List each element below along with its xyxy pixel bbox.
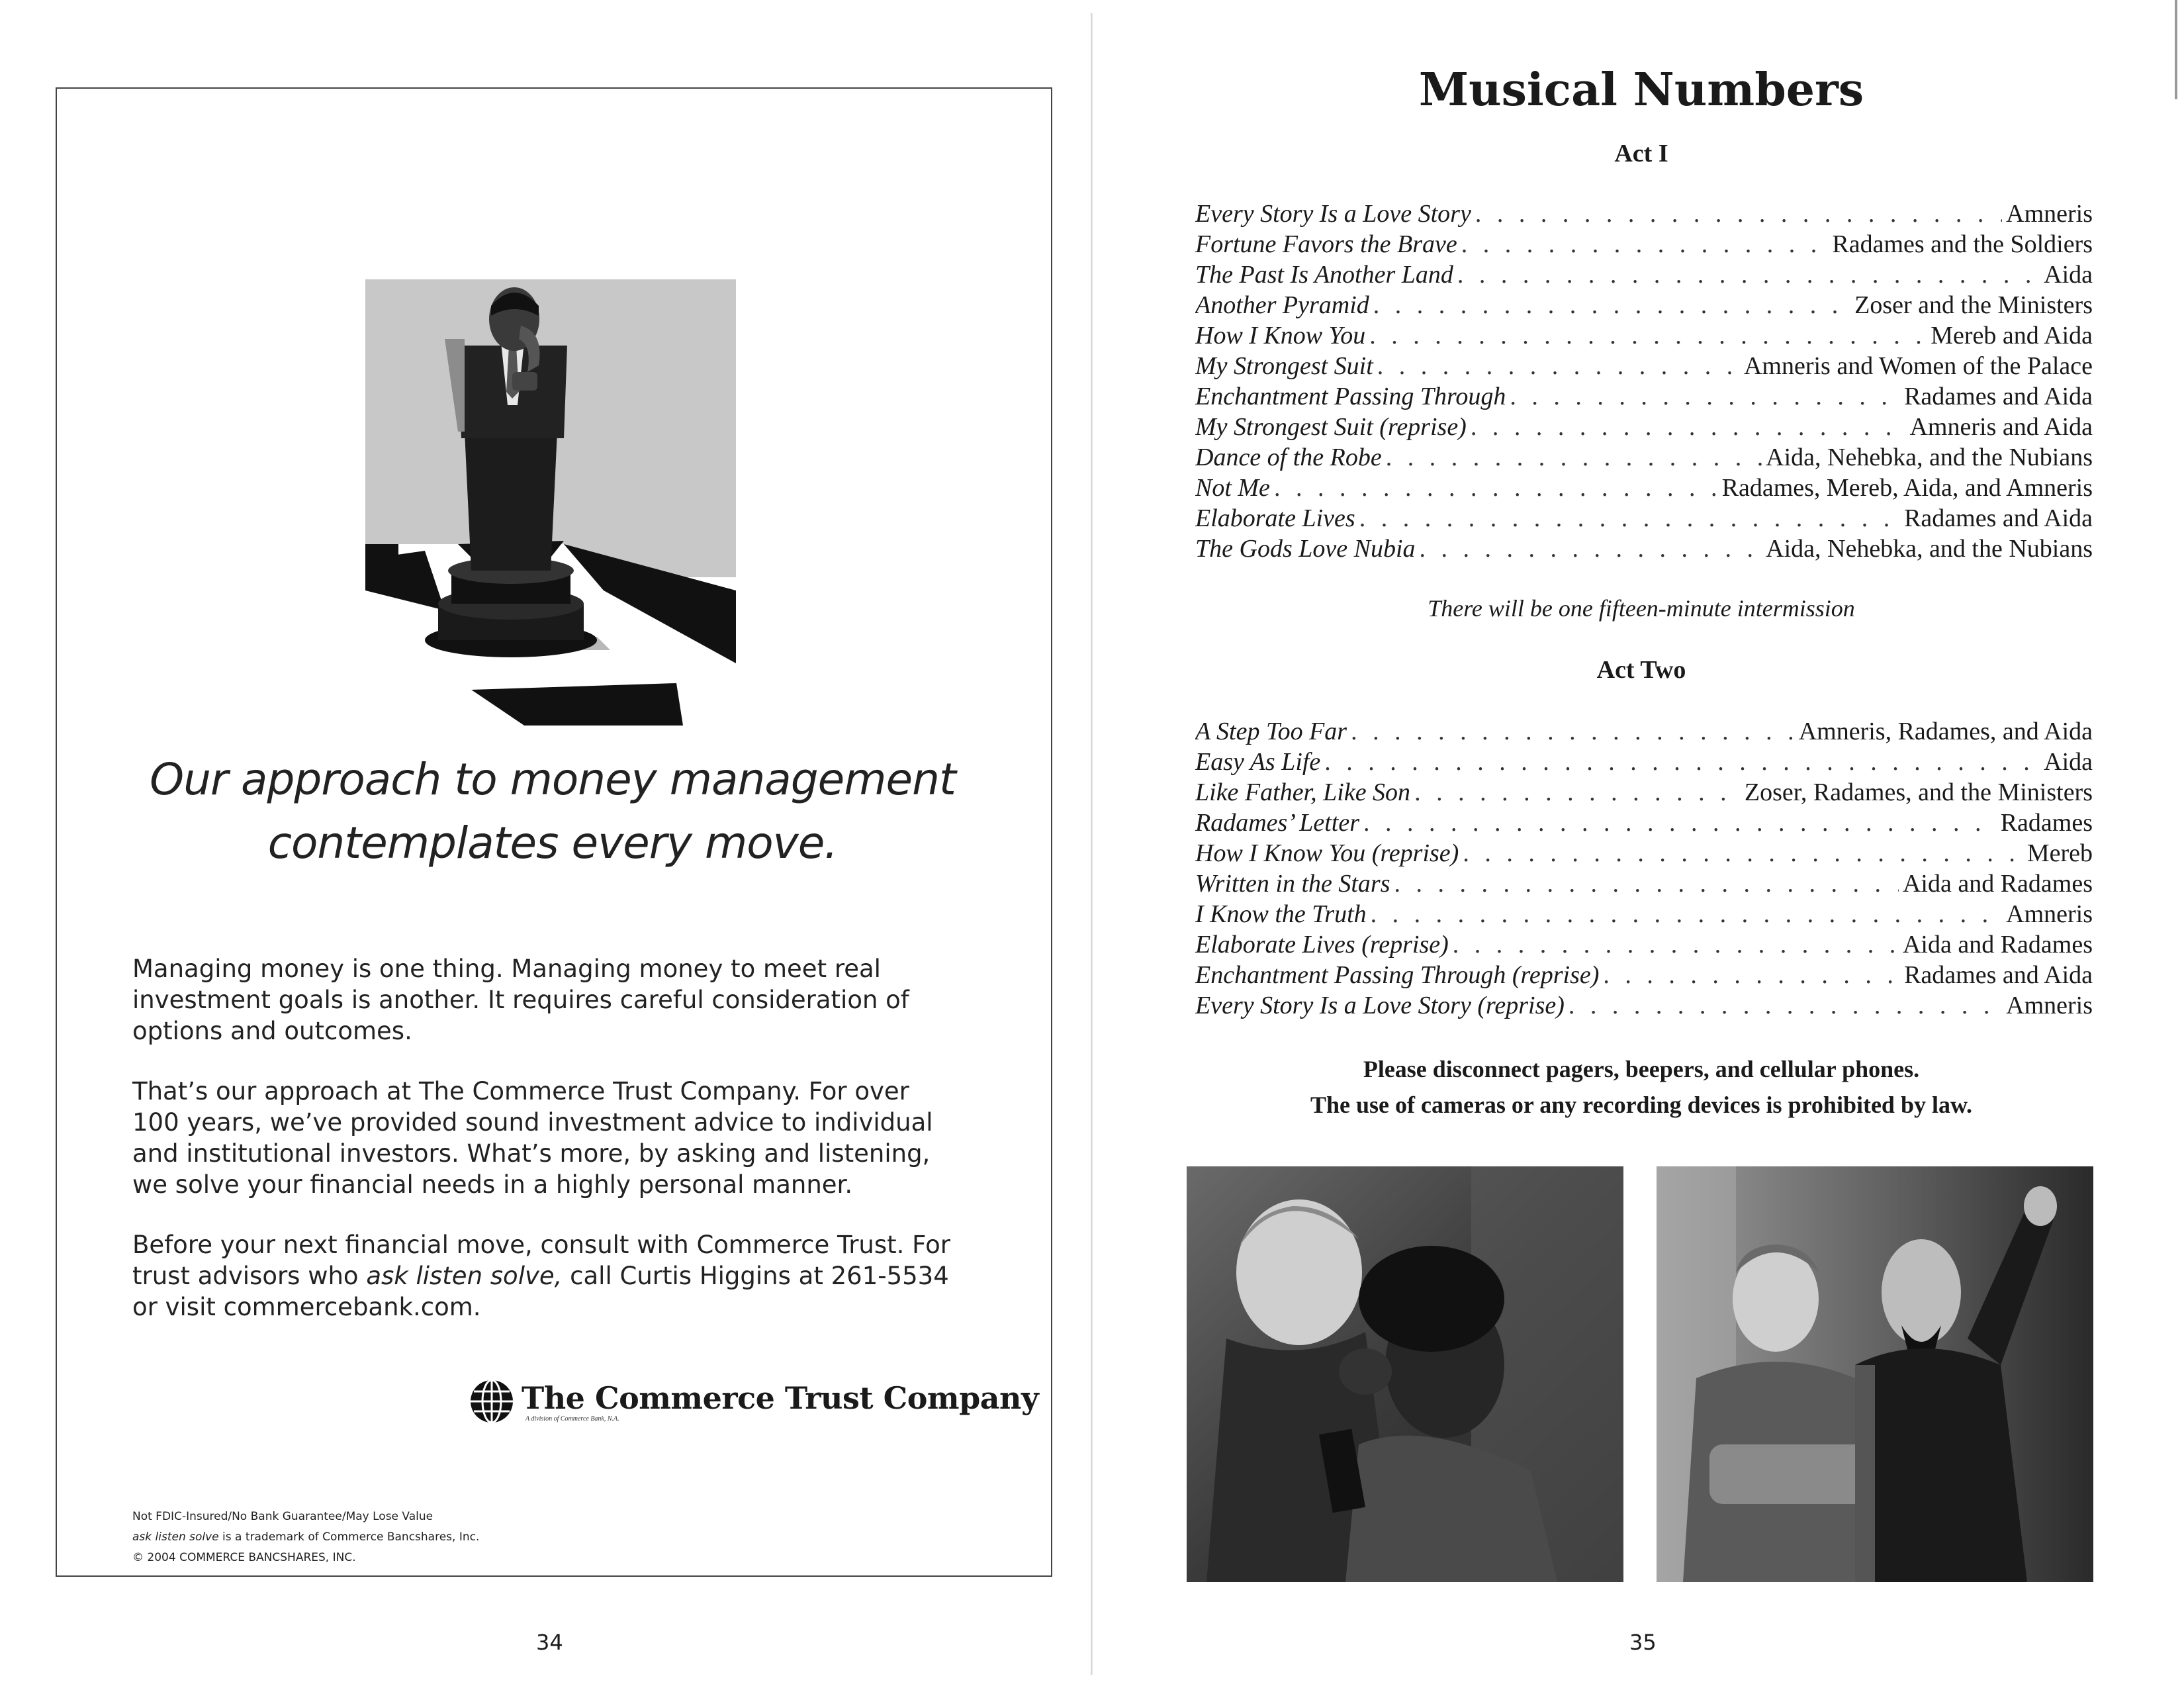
song-performers: Radames, Mereb, Aida, and Amneris: [1721, 474, 2093, 502]
dot-leader: [1369, 321, 1927, 350]
song-performers: Amneris and Women of the Palace: [1743, 352, 2093, 380]
radames-and-aida-photo: [1187, 1166, 1623, 1582]
disclaimer-line-3: © 2004 COMMERCE BANCSHARES, INC.: [132, 1551, 356, 1564]
paragraph-3-text-start: Before your next financial move, consult with Commerce Trust. For trust advisors who: [132, 1231, 950, 1290]
dot-leader: [1373, 291, 1850, 320]
dot-leader: [1386, 443, 1762, 472]
ad-disclaimer: [132, 1507, 479, 1568]
song-performers: Aida, Nehebka, and the Nubians: [1766, 444, 2093, 471]
song-title: Enchantment Passing Through (reprise): [1195, 961, 1600, 989]
page-number-right: 35: [1629, 1630, 1657, 1655]
act-2-heading: Act Two: [1596, 656, 1686, 684]
ad-headline: [79, 748, 1026, 875]
song-row: [1195, 321, 2093, 352]
song-row: [1195, 199, 2093, 230]
song-performers: Radames and the Soldiers: [1832, 230, 2093, 258]
song-performers: Aida: [2044, 748, 2093, 776]
song-title: My Strongest Suit: [1195, 352, 1373, 380]
paragraph-3-text-end: call Curtis Higgins at 261-5534 or visit commercebank.com.: [132, 1262, 949, 1321]
dot-leader: [1457, 260, 2040, 289]
dot-leader: [1359, 504, 1900, 533]
notice-line-1: Please disconnect pagers, beepers, and cellular phones.: [1363, 1056, 1920, 1082]
song-title: Every Story Is a Love Story (reprise): [1195, 992, 1565, 1019]
song-title: Elaborate Lives (reprise): [1195, 931, 1449, 959]
globe-icon: [469, 1378, 515, 1425]
song-title: A Step Too Far: [1195, 718, 1347, 745]
song-performers: Radames and Aida: [1904, 504, 2093, 532]
song-title: The Gods Love Nubia: [1195, 535, 1416, 563]
dot-leader: [1420, 534, 1762, 563]
dot-leader: [1394, 869, 1899, 898]
dot-leader: [1603, 961, 1900, 990]
dot-leader: [1371, 900, 2002, 929]
song-row: [1195, 291, 2093, 321]
disclaimer-tagline: ask listen solve: [132, 1530, 219, 1544]
tagline-ask-listen-solve: ask listen solve,: [366, 1262, 563, 1290]
logo-subtitle: A division of Commerce Bank, N.A.: [525, 1415, 619, 1423]
song-performers: Aida, Nehebka, and the Nubians: [1766, 535, 2093, 563]
song-row: [1195, 900, 2093, 930]
headline-line-2: contemplates every move.: [267, 818, 838, 868]
dot-leader: [1463, 839, 2023, 868]
song-performers: Zoser, Radames, and the Ministers: [1744, 778, 2093, 806]
song-row: [1195, 534, 2093, 565]
song-row: [1195, 991, 2093, 1021]
song-performers: Zoser and the Ministers: [1854, 291, 2093, 319]
notice-line-2: The use of cameras or any recording devices is prohibited by law.: [1310, 1092, 1972, 1118]
dot-leader: [1510, 382, 1900, 411]
song-performers: Amneris, Radames, and Aida: [1798, 718, 2093, 745]
dot-leader: [1414, 778, 1741, 807]
song-title: How I Know You: [1195, 322, 1366, 350]
headline-line-1: Our approach to money management: [150, 754, 956, 805]
dot-leader: [1377, 352, 1740, 381]
song-performers: Amneris and Aida: [1909, 413, 2093, 441]
song-row: [1195, 961, 2093, 991]
song-title: The Past Is Another Land: [1195, 261, 1453, 289]
ad-paragraph-2: That’s our approach at The Commerce Trust Company. For over 100 years, we’ve provided sound investment advice to individual and institutional investors. What’s more, by asking and listening, we solve your financial needs in a highly personal manner.: [132, 1077, 933, 1199]
song-performers: Amneris: [2006, 992, 2093, 1019]
song-title: Enchantment Passing Through: [1195, 383, 1506, 410]
song-row: [1195, 504, 2093, 534]
song-performers: Amneris: [2006, 200, 2093, 228]
song-performers: Aida: [2044, 261, 2093, 289]
song-row: [1195, 260, 2093, 291]
commerce-trust-logo: [469, 1378, 1038, 1425]
song-title: Fortune Favors the Brave: [1195, 230, 1457, 258]
song-title: Radames’ Letter: [1195, 809, 1360, 837]
dot-leader: [1471, 412, 1906, 442]
page-edge: [2175, 0, 2177, 99]
dot-leader: [1475, 199, 2002, 228]
radames-and-zoser-photo: [1657, 1166, 2093, 1582]
logo-company-name: The Commerce Trust Company: [522, 1380, 1039, 1416]
song-row: [1195, 473, 2093, 504]
song-performers: Mereb: [2026, 839, 2093, 867]
song-performers: Radames and Aida: [1904, 383, 2093, 410]
song-title: Like Father, Like Son: [1195, 778, 1411, 806]
ad-paragraph-3: [132, 1229, 953, 1323]
song-performers: Aida and Radames: [1902, 870, 2093, 898]
song-title: Easy As Life: [1195, 748, 1321, 776]
song-title: Written in the Stars: [1195, 870, 1390, 898]
song-performers: Radames: [2000, 809, 2093, 837]
dot-leader: [1324, 747, 2040, 776]
song-row: [1195, 352, 2093, 382]
song-title: Every Story Is a Love Story: [1195, 200, 1471, 228]
song-row: [1195, 412, 2093, 443]
song-row: [1195, 230, 2093, 260]
song-row: [1195, 778, 2093, 808]
song-performers: Radames and Aida: [1904, 961, 2093, 989]
song-title: Another Pyramid: [1195, 291, 1369, 319]
production-photo-left: [1187, 1166, 1623, 1582]
chess-king-businessman-illustration: [365, 279, 736, 726]
song-row: [1195, 839, 2093, 869]
page-title: Musical Numbers: [1418, 64, 1864, 117]
song-title: My Strongest Suit (reprise): [1195, 413, 1467, 441]
song-row: [1195, 747, 2093, 778]
song-performers: Aida and Radames: [1902, 931, 2093, 959]
song-row: [1195, 443, 2093, 473]
song-row: [1195, 930, 2093, 961]
dot-leader: [1569, 991, 2002, 1020]
book-spine: [1091, 13, 1093, 1675]
song-row: [1195, 382, 2093, 412]
ad-body-copy: [132, 953, 953, 1352]
song-title: Dance of the Robe: [1195, 444, 1382, 471]
song-title: Elaborate Lives: [1195, 504, 1355, 532]
song-performers: Amneris: [2006, 900, 2093, 928]
act-1-song-list: [1195, 199, 2093, 565]
dot-leader: [1453, 930, 1899, 959]
song-row: [1195, 808, 2093, 839]
dot-leader: [1461, 230, 1829, 259]
disclaimer-line-2: [132, 1527, 479, 1548]
dot-leader: [1274, 473, 1718, 502]
act-2-song-list: [1195, 717, 2093, 1021]
disclaimer-trademark-text: is a trademark of Commerce Bancshares, Inc.: [218, 1530, 480, 1544]
song-row: [1195, 869, 2093, 900]
song-title: Not Me: [1195, 474, 1270, 502]
disclaimer-line-1: Not FDIC-Insured/No Bank Guarantee/May Lose Value: [132, 1510, 433, 1523]
intermission-note: There will be one fifteen-minute intermission: [1428, 595, 1855, 622]
dot-leader: [1363, 808, 1997, 837]
dot-leader: [1351, 717, 1795, 746]
song-performers: Mereb and Aida: [1931, 322, 2093, 350]
song-title: How I Know You (reprise): [1195, 839, 1459, 867]
song-row: [1195, 717, 2093, 747]
ad-paragraph-1: Managing money is one thing. Managing money to meet real investment goals is another. It requires careful consideration of options and outcomes.: [132, 955, 909, 1045]
page-number-left: 34: [536, 1630, 563, 1655]
production-photo-right: [1657, 1166, 2093, 1582]
song-title: I Know the Truth: [1195, 900, 1367, 928]
act-1-heading: Act I: [1614, 140, 1668, 167]
